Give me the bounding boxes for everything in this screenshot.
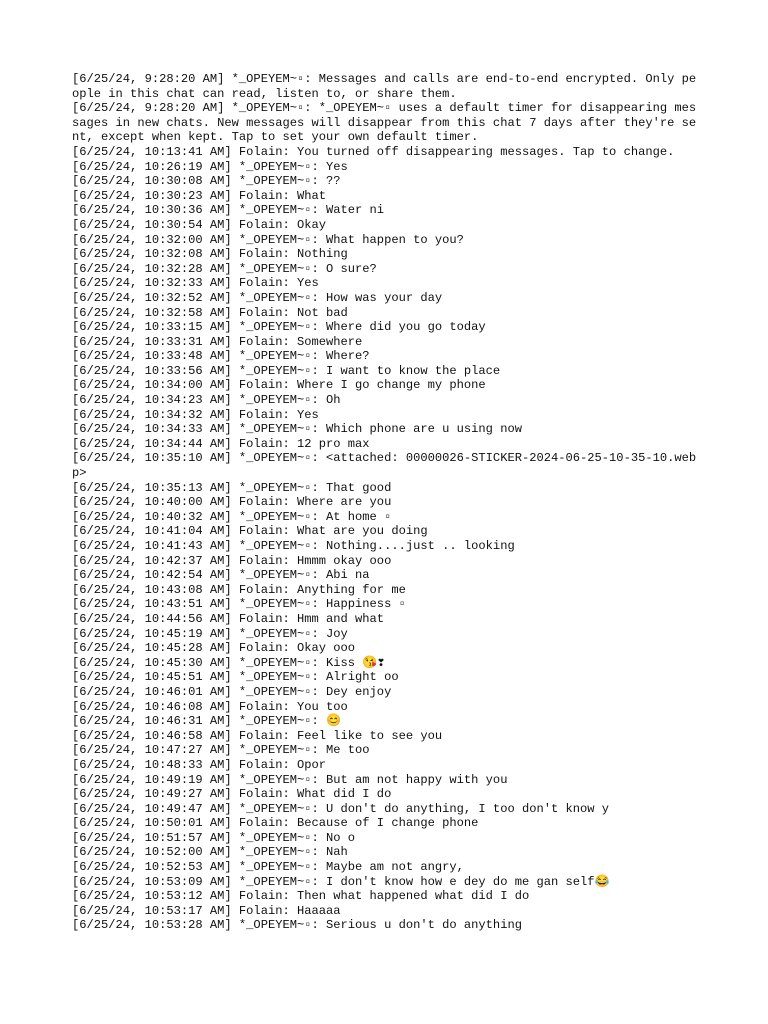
chat-line: [6/25/24, 10:26:19 AM] *_OPEYEM~▫: Yes <box>72 159 348 174</box>
chat-line: [6/25/24, 10:42:54 AM] *_OPEYEM~▫: Abi na <box>72 568 370 583</box>
chat-line: [6/25/24, 10:34:00 AM] Folain: Where I go change my phone <box>72 378 486 393</box>
chat-line: [6/25/24, 10:33:15 AM] *_OPEYEM~▫: Where did you go today <box>72 320 486 335</box>
chat-line: [6/25/24, 10:53:17 AM] Folain: Haaaaa <box>72 903 341 918</box>
chat-line: [6/25/24, 10:47:27 AM] *_OPEYEM~▫: Me too <box>72 743 370 758</box>
chat-line: [6/25/24, 10:35:10 AM] *_OPEYEM~▫: <attached: 00000026-STICKER-2024-06-25-10-35-10.webp> <box>72 451 697 481</box>
chat-line: [6/25/24, 10:49:27 AM] Folain: What did I do <box>72 787 392 802</box>
chat-log <box>72 72 698 933</box>
chat-line: [6/25/24, 10:45:51 AM] *_OPEYEM~▫: Alright oo <box>72 670 399 685</box>
chat-line: [6/25/24, 9:28:20 AM] *_OPEYEM~▫: *_OPEYEM~▫ uses a default timer for disappearing messages in new chats. New messages will disappear from this chat 7 days after they're sent, except when kept. Tap to set your own default timer. <box>72 101 697 145</box>
chat-line: [6/25/24, 10:34:33 AM] *_OPEYEM~▫: Which phone are u using now <box>72 422 522 437</box>
chat-line: [6/25/24, 10:32:33 AM] Folain: Yes <box>72 276 319 291</box>
chat-line: [6/25/24, 10:45:19 AM] *_OPEYEM~▫: Joy <box>72 626 348 641</box>
chat-line: [6/25/24, 10:41:04 AM] Folain: What are you doing <box>72 524 428 539</box>
chat-line: [6/25/24, 10:48:33 AM] Folain: Opor <box>72 757 327 772</box>
chat-line: [6/25/24, 10:32:28 AM] *_OPEYEM~▫: O sure? <box>72 261 377 276</box>
chat-line: [6/25/24, 10:46:01 AM] *_OPEYEM~▫: Dey enjoy <box>72 684 392 699</box>
chat-line: [6/25/24, 10:45:30 AM] *_OPEYEM~▫: Kiss 😘❣ <box>72 655 385 670</box>
chat-line: [6/25/24, 10:46:58 AM] Folain: Feel like to see you <box>72 728 443 743</box>
chat-line: [6/25/24, 10:32:08 AM] Folain: Nothing <box>72 247 348 262</box>
chat-line: [6/25/24, 10:52:53 AM] *_OPEYEM~▫: Maybe am not angry, <box>72 860 464 875</box>
chat-line: [6/25/24, 10:30:36 AM] *_OPEYEM~▫: Water ni <box>72 203 385 218</box>
chat-line: [6/25/24, 10:45:28 AM] Folain: Okay ooo <box>72 641 356 656</box>
chat-line: [6/25/24, 10:30:54 AM] Folain: Okay <box>72 217 327 232</box>
chat-line: [6/25/24, 10:53:12 AM] Folain: Then what happened what did I do <box>72 889 530 904</box>
chat-line: [6/25/24, 10:35:13 AM] *_OPEYEM~▫: That good <box>72 480 392 495</box>
chat-line: [6/25/24, 10:40:00 AM] Folain: Where are you <box>72 495 392 510</box>
chat-line: [6/25/24, 10:53:28 AM] *_OPEYEM~▫: Serious u don't do anything <box>72 918 522 933</box>
chat-line: [6/25/24, 10:33:48 AM] *_OPEYEM~▫: Where? <box>72 349 370 364</box>
chat-line: [6/25/24, 10:46:31 AM] *_OPEYEM~▫: 😊 <box>72 714 342 729</box>
chat-line: [6/25/24, 10:33:56 AM] *_OPEYEM~▫: I want to know the place <box>72 363 501 378</box>
chat-export-page <box>72 72 698 933</box>
chat-line: [6/25/24, 10:44:56 AM] Folain: Hmm and what <box>72 611 385 626</box>
chat-line: [6/25/24, 10:32:52 AM] *_OPEYEM~▫: How was your day <box>72 290 443 305</box>
chat-line: [6/25/24, 10:50:01 AM] Folain: Because of I change phone <box>72 816 479 831</box>
chat-line: [6/25/24, 10:32:58 AM] Folain: Not bad <box>72 305 348 320</box>
chat-line: [6/25/24, 10:49:19 AM] *_OPEYEM~▫: But am not happy with you <box>72 772 508 787</box>
chat-line: [6/25/24, 10:51:57 AM] *_OPEYEM~▫: No o <box>72 830 356 845</box>
chat-line: [6/25/24, 10:43:08 AM] Folain: Anything for me <box>72 582 406 597</box>
chat-line: [6/25/24, 10:34:44 AM] Folain: 12 pro max <box>72 436 370 451</box>
chat-line: [6/25/24, 10:33:31 AM] Folain: Somewhere <box>72 334 363 349</box>
chat-line: [6/25/24, 9:28:20 AM] *_OPEYEM~▫: Messages and calls are end-to-end encrypted. Only people in this chat can read, listen to, or share them. <box>72 72 697 101</box>
chat-line: [6/25/24, 10:46:08 AM] Folain: You too <box>72 699 348 714</box>
chat-line: [6/25/24, 10:49:47 AM] *_OPEYEM~▫: U don't do anything, I too don't know y <box>72 801 610 816</box>
chat-line: [6/25/24, 10:53:09 AM] *_OPEYEM~▫: I don't know how e dey do me gan self😂 <box>72 874 610 889</box>
chat-line: [6/25/24, 10:34:32 AM] Folain: Yes <box>72 407 319 422</box>
chat-line: [6/25/24, 10:34:23 AM] *_OPEYEM~▫: Oh <box>72 393 341 408</box>
chat-line: [6/25/24, 10:30:23 AM] Folain: What <box>72 188 327 203</box>
chat-line: [6/25/24, 10:43:51 AM] *_OPEYEM~▫: Happiness ▫ <box>72 597 406 612</box>
chat-line: [6/25/24, 10:13:41 AM] Folain: You turned off disappearing messages. Tap to change. <box>72 144 675 159</box>
chat-line: [6/25/24, 10:42:37 AM] Folain: Hmmm okay ooo <box>72 553 392 568</box>
chat-line: [6/25/24, 10:40:32 AM] *_OPEYEM~▫: At home ▫ <box>72 509 392 524</box>
chat-line: [6/25/24, 10:41:43 AM] *_OPEYEM~▫: Nothing....just .. looking <box>72 539 515 553</box>
chat-line: [6/25/24, 10:30:08 AM] *_OPEYEM~▫: ?? <box>72 174 341 189</box>
chat-line: [6/25/24, 10:32:00 AM] *_OPEYEM~▫: What happen to you? <box>72 232 464 247</box>
chat-line: [6/25/24, 10:52:00 AM] *_OPEYEM~▫: Nah <box>72 845 348 860</box>
